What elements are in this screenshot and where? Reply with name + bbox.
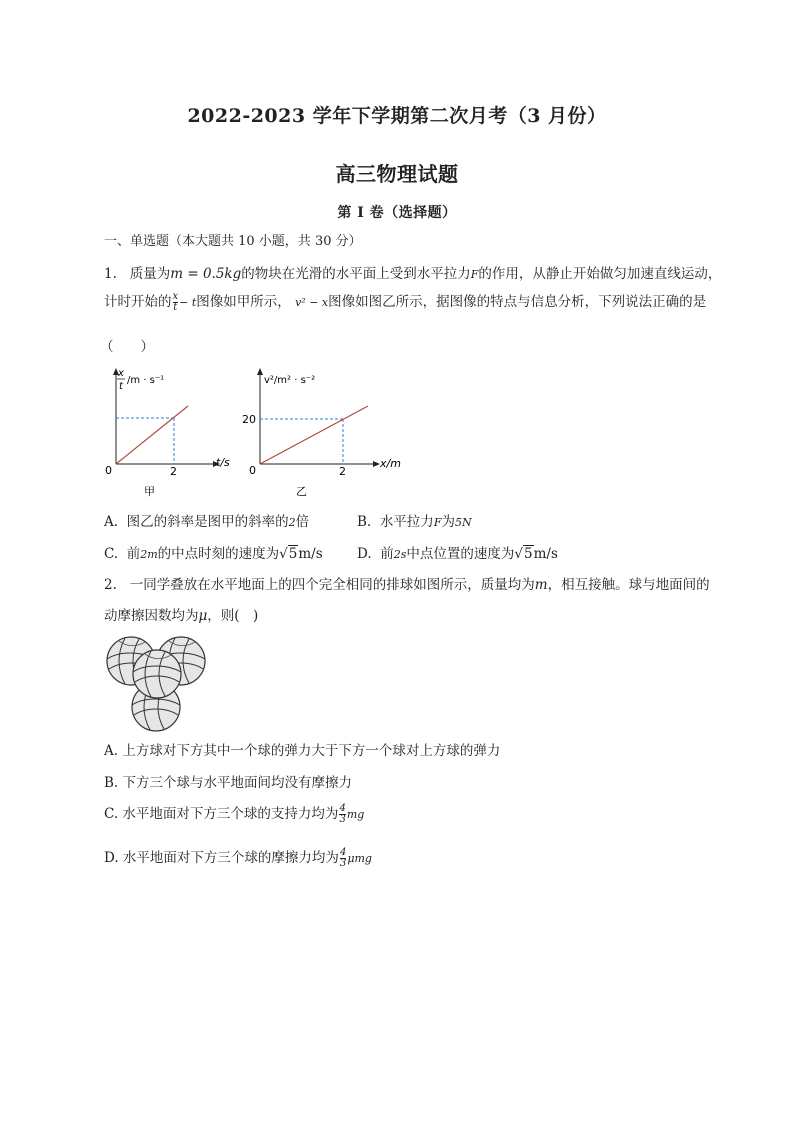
graph-jia-x-tick: 2 xyxy=(170,465,177,478)
q1-line2: 计时开始的 $\frac{x}{t}$ − t图像如甲所示， v² − x图像如图乙所示，据图像的特点与信息分析，下列说法正确的是 xyxy=(104,291,707,313)
graph-yi-x-label: x/m xyxy=(380,457,401,470)
q1-option-a[interactable]: A. 图乙的斜率是图甲的斜率的2倍 xyxy=(104,514,310,530)
volleyball-stack-figure xyxy=(102,632,212,734)
sqrt-symbol: √5 xyxy=(514,546,533,562)
graph-jia-y-unit: /m · s⁻¹ xyxy=(127,375,165,386)
graph-jia-origin: 0 xyxy=(105,464,112,477)
q1-option-d[interactable]: D. 前2s中点位置的速度为√5m/s xyxy=(357,546,558,562)
q1-option-b[interactable]: B. 水平拉力F为5N xyxy=(357,514,472,530)
fraction-four-thirds: $\frac{4}{3}$ xyxy=(339,803,346,825)
graph-jia-data-line xyxy=(116,406,188,464)
q2-option-d[interactable]: D. 水平地面对下方三个球的摩擦力均为 $\frac{4}{3}$ μmg xyxy=(104,847,372,869)
graph-yi-y-label: v²/m² · s⁻² xyxy=(264,375,316,386)
graph-jia-caption: 甲 xyxy=(144,485,155,498)
q1-fraction: $\frac{x}{t}$ xyxy=(172,291,179,313)
q1-number: 1. xyxy=(104,266,117,282)
graph-jia-y-label-den: t xyxy=(119,381,123,392)
graph-yi-x-arrow xyxy=(373,461,380,467)
graph-yi xyxy=(238,366,413,501)
q1-mass-math: m = 0.5kg xyxy=(170,266,242,282)
graph-yi-x-tick: 2 xyxy=(339,465,346,478)
q1-line1: 1. 质量为m = 0.5kg的物块在光滑的水平面上受到水平拉力F的作用，从静止开始做匀加速直线运动， xyxy=(104,266,722,282)
exam-title: 2022-2023 学年下学期第二次月考（3 月份） xyxy=(187,105,607,127)
graph-jia xyxy=(96,366,246,501)
graph-yi-origin: 0 xyxy=(249,464,256,477)
fraction-four-thirds: $\frac{4}{3}$ xyxy=(339,847,347,869)
graph-jia-y-label-num: x xyxy=(118,368,124,379)
graph-jia-x-label: t/s xyxy=(216,456,230,469)
q1-answer-paren: （ ） xyxy=(100,339,154,355)
q2-option-a[interactable]: A. 上方球对下方其中一个球的弹力大于下方一个球对上方球的弹力 xyxy=(104,743,501,759)
q2-number: 2. xyxy=(104,577,117,593)
graph-yi-y-tick: 20 xyxy=(242,413,256,426)
q2-line2: 动摩擦因数均为μ，则( ) xyxy=(104,608,259,624)
volleyball-top xyxy=(133,650,181,698)
section-heading: 一、单选题（本大题共 10 小题，共 30 分） xyxy=(104,234,362,249)
graph-yi-data-line xyxy=(260,406,368,464)
q1-option-c[interactable]: C. 前2m的中点时刻的速度为√5m/s xyxy=(104,546,323,562)
sqrt-symbol: √5 xyxy=(279,546,298,562)
subject-title: 高三物理试题 xyxy=(335,162,459,186)
q2-line1: 2. 一同学叠放在水平地面上的四个完全相同的排球如图所示，质量均为m，相互接触。球与地面间的 xyxy=(104,577,710,593)
volume-title: 第 I 卷（选择题） xyxy=(337,205,457,221)
q2-option-c[interactable]: C. 水平地面对下方三个球的支持力均为 $\frac{4}{3}$ mg xyxy=(104,803,365,825)
graph-yi-y-arrow xyxy=(257,368,263,375)
graph-yi-caption: 乙 xyxy=(296,485,307,498)
q2-option-b[interactable]: B. 下方三个球与水平地面间均没有摩擦力 xyxy=(104,775,353,791)
